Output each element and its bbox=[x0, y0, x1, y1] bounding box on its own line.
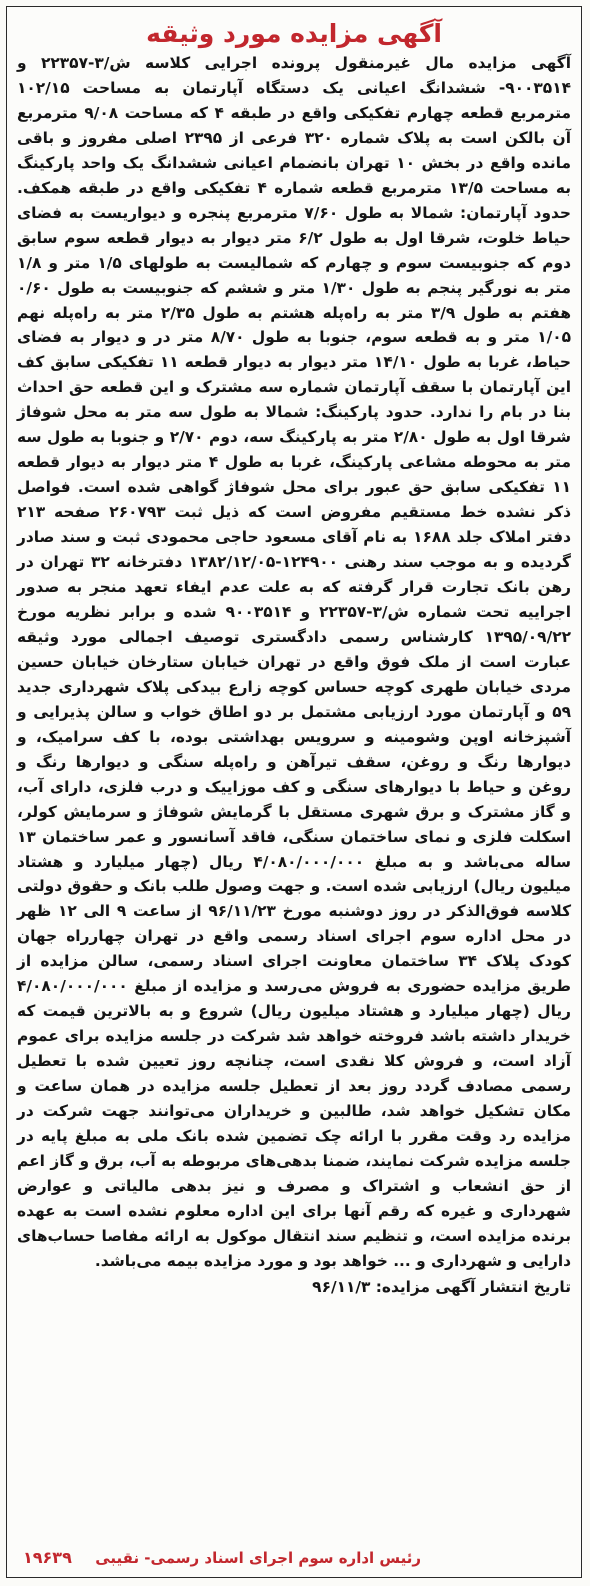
notice-title: آگهی مزایده مورد وثیقه bbox=[146, 19, 442, 48]
notice-code: ۱۹۶۳۹ bbox=[23, 1548, 72, 1567]
signature-row bbox=[17, 1543, 571, 1567]
auction-notice bbox=[6, 6, 582, 1578]
signer-name: رئیس اداره سوم اجرای اسناد رسمی- نقیبی bbox=[95, 1549, 421, 1567]
notice-body: آگهی مزایده مال غیرمنقول پرونده اجرایی کلاسه ش/۳-۲۲۳۵۷ و ۹۰۰۳۵۱۴- ششدانگ اعیانی یک دستگاه آپارتمان به مساحت ۱۰۲/۱۵ مترمربع قطعه چهارم تفکیکی واقع در طبقه ۴ که مساحت ۹/۰۸ مترمربع آن بالکن است به پلاک شماره ۳۲۰ فرعی از ۲۳۹۵ اصلی مفروز و باقی مانده واقع در بخش ۱۰ تهران بانضمام اعیانی ششدانگ یک واحد پارکینگ به مساحت ۱۳/۵ مترمربع قطعه شماره ۴ تفکیکی واقع در طبقه همکف. حدود آپارتمان: شمالا به طول ۷/۶۰ مترمربع پنجره و دیواریست به فضای حیاط خلوت، شرقا اول به طول ۶/۲ متر دیوار به دیوار قطعه سوم سابق دوم که جنوبیست سوم و چهارم که شمالیست به طولهای ۱/۵ متر و ۱/۸ متر به نورگیر پنجم به طول ۱/۳۰ متر و ششم که جنوبیست به طول ۰/۶۰ هفتم به طول ۳/۹ متر به راه‌پله هشتم به طول ۲/۳۵ متر به راه‌پله نهم ۱/۰۵ متر و به قطعه سوم، جنوبا به طول ۸/۷۰ متر در و دیوار به فضای حیاط، غربا به طول ۱۴/۱۰ متر دیوار به دیوار قطعه ۱۱ تفکیکی سابق کف این آپارتمان با سقف آپارتمان شماره سه مشترک و این قطعه حق احداث بنا در بام را ندارد. حدود پارکینگ: شمالا به طول سه متر به محل شوفاژ شرقا اول به طول ۲/۸۰ متر به پارکینگ سه، دوم ۲/۷۰ و جنوبا به طول سه متر به محوطه مشاعی پارکینگ، غربا به طول ۴ متر دیوار به دیوار قطعه ۱۱ تفکیکی سابق حق عبور برای محل شوفاژ گواهی شده است. فواصل ذکر نشده خط مستقیم مفروض است که ذیل ثبت ۲۶۰۷۹۳ صفحه ۲۱۳ دفتر املاک جلد ۱۶۸۸ به نام آقای مسعود حاجی محمودی ثبت و سند صادر گردیده و به موجب سند رهنی ۱۲۴۹۰۰-۱۳۸۲/۱۲/۰۵ دفترخانه ۳۲ تهران در رهن بانک تجارت قرار گرفته که به علت عدم ایفاء تعهد منجر به صدور اجراییه تحت شماره ش/۳-۲۲۳۵۷ و ۹۰۰۳۵۱۴ شده و برابر نظریه مورخ ۱۳۹۵/۰۹/۲۲ کارشناس رسمی دادگستری توصیف اجمالی مورد وثیقه عبارت است از ملک فوق واقع در تهران خیابان ستارخان خیابان حسین مردی خیابان طهری کوچه حساس کوچه زارع بیدکی پلاک شهرداری جدید ۵۹ و آپارتمان مورد ارزیابی مشتمل بر دو اطاق خواب و سالن پذیرایی و آشپزخانه اوپن وشومینه و سرویس بهداشتی بوده، با کف سرامیک، و دیوارها رنگ و روغن، سقف تیرآهن و راه‌پله سنگی و دیوارها رنگ و روغن و حیاط با دیوارهای سنگی و کف موزاییک و درب فلزی، دارای آب، و گاز مشترک و برق شهری مستقل با گرمایش شوفاژ و سرمایش کولر، اسکلت فلزی و نمای ساختمان سنگی، فاقد آسانسور و عمر ساختمان ۱۳ ساله می‌باشد و به مبلغ ۴/۰۸۰/۰۰۰/۰۰۰ ریال (چهار میلیارد و هشتاد میلیون ریال) ارزیابی شده است. و جهت وصول طلب بانک و حقوق دولتی کلاسه فوق‌الذکر در روز دوشنبه مورخ ۹۶/۱۱/۲۳ از ساعت ۹ الی ۱۲ ظهر در محل اداره سوم اجرای اسناد رسمی واقع در تهران چهارراه جهان کودک پلاک ۳۴ ساختمان معاونت اجرای اسناد رسمی، سالن مزایده از طریق مزایده حضوری به فروش می‌رسد و مزایده از مبلغ ۴/۰۸۰/۰۰۰/۰۰۰ ریال (چهار میلیارد و هشتاد میلیون ریال) شروع و به بالاترین قیمت که خریدار داشته باشد فروخته خواهد شد شرکت در جلسه مزایده برای عموم آزاد است، و فروش کلا نقدی است، چنانچه روز تعیین شده با تعطیل رسمی مصادف گردد روز بعد از تعطیل جلسه مزایده در همان ساعت و مکان تشکیل خواهد شد، طالبین و خریداران می‌توانند جهت شرکت در مزایده رد وقت مقرر با ارائه چک تضمین شده بانک ملی به مبلغ پایه در جلسه مزایده شرکت نمایند، ضمنا بدهی‌های مربوطه به آب، برق و گاز اعم از حق انشعاب و اشتراک و مصرف و نیز بدهی مالیاتی و عوارض شهرداری و غیره که رقم آنها برای این اداره معلوم نشده است به عهده برنده مزایده است، و تنظیم سند انتقال موکول به ارائه مفاصا حساب‌های دارایی و شهرداری و ... خواهد بود و مورد مزایده بیمه می‌باشد. bbox=[17, 54, 572, 1270]
publish-date: تاریخ انتشار آگهی مزایده: ۹۶/۱۱/۳ bbox=[312, 1277, 571, 1296]
